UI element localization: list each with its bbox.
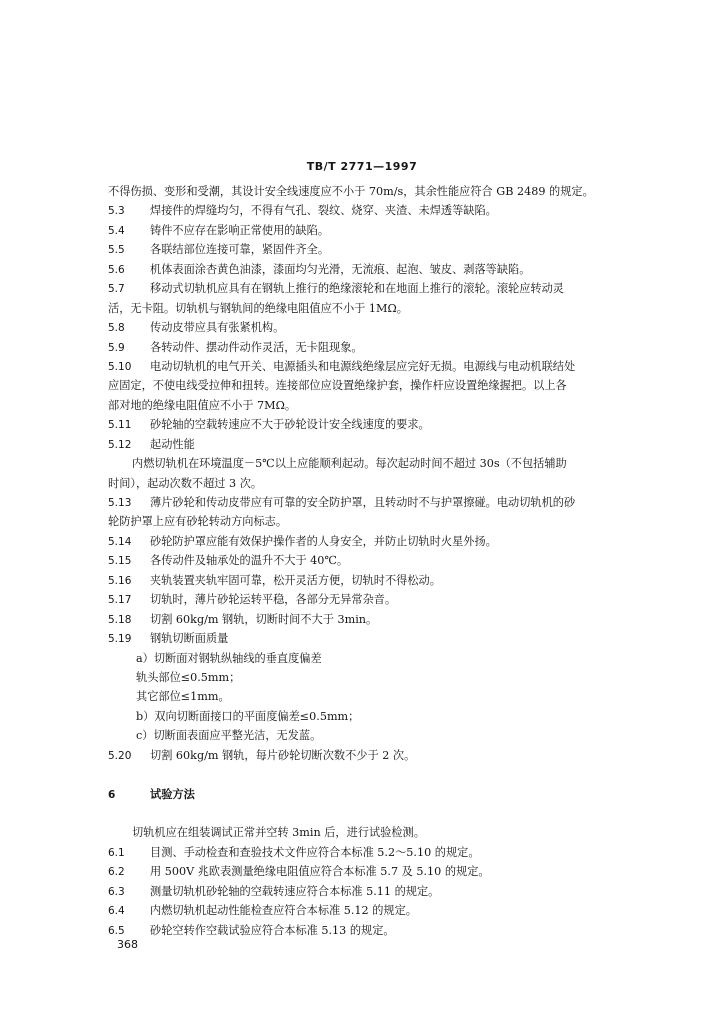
clause-text: 移动式切轨机应具有在钢轨上推行的绝缘滚轮和在地面上推行的滚轮。滚轮应转动灵 <box>150 282 564 296</box>
text-line <box>108 279 624 298</box>
clause-text: 切割 60kg/m 钢轨，每片砂轮切断次数不少于 2 次。 <box>150 748 416 762</box>
text-line <box>108 338 624 357</box>
text-line <box>108 668 624 687</box>
text-line <box>108 882 624 901</box>
clause-text: 切轨机应在组装调试正常并空转 3min 后，进行试验检测。 <box>132 826 425 840</box>
clause-text: 其它部位≤1mm。 <box>136 690 230 704</box>
clause-text: 电动切轨机的电气开关、电源插头和电源线绝缘层应完好无损。电源线与电动机联结处 <box>150 359 576 373</box>
text-line <box>108 221 624 240</box>
clause-text: 机体表面涂杏黄色油漆，漆面均匀光滑，无流痕、起泡、皱皮、剥落等缺陷。 <box>150 262 531 276</box>
text-line <box>108 707 624 726</box>
page-number: 368 <box>117 938 138 951</box>
text-line <box>108 435 624 454</box>
clause-text: 部对地的绝缘电阻值应不小于 7MΩ。 <box>108 398 297 412</box>
clause-number: 5.6 <box>108 263 125 276</box>
clause-text: 砂轮空转作空载试验应符合本标准 5.13 的规定。 <box>150 923 395 937</box>
text-line <box>108 687 624 706</box>
text-line <box>108 454 624 473</box>
clause-number: 6.1 <box>108 846 125 859</box>
clause-number: 6.4 <box>108 905 125 918</box>
blank-line <box>108 804 624 823</box>
text-line <box>108 726 624 745</box>
clause-text: 各传动件及轴承处的温升不大于 40℃。 <box>150 554 349 568</box>
clause-number: 5.8 <box>108 322 125 335</box>
clause-number: 5.4 <box>108 224 125 237</box>
clause-text: 轨头部位≤0.5mm； <box>136 670 241 684</box>
text-line <box>108 201 624 220</box>
clause-text: 切割 60kg/m 钢轨，切断时间不大于 3min。 <box>150 612 378 626</box>
text-line <box>108 318 624 337</box>
clause-number: 5.20 <box>108 749 132 762</box>
clause-number: 6 <box>108 788 116 801</box>
text-line <box>108 532 624 551</box>
text-line <box>108 182 624 201</box>
clause-number: 6.5 <box>108 924 125 937</box>
text-line <box>108 590 624 609</box>
clause-number: 5.7 <box>108 283 125 296</box>
clause-text: 用 500V 兆欧表测量绝缘电阻值应符合本标准 5.7 及 5.10 的规定。 <box>150 865 490 879</box>
text-line <box>108 610 624 629</box>
clause-text: 应固定，不使电线受拉伸和扭转。连接部位应设置绝缘护套，操作杆应设置绝缘握把。以上各 <box>108 379 567 393</box>
clause-number: 5.3 <box>108 205 125 218</box>
text-line <box>108 862 624 881</box>
clause-text: 内燃切轨机起动性能检查应符合本标准 5.12 的规定。 <box>150 904 417 918</box>
clause-number: 5.18 <box>108 613 132 626</box>
clause-text: 测量切轨机砂轮轴的空载转速应符合本标准 5.11 的规定。 <box>150 884 440 898</box>
text-line <box>108 415 624 434</box>
text-line <box>108 512 624 531</box>
text-line <box>108 571 624 590</box>
text-line <box>108 843 624 862</box>
text-line <box>108 376 624 395</box>
text-line <box>108 551 624 570</box>
clause-text: a）切断面对钢轨纵轴线的垂直度偏差 <box>136 651 322 665</box>
clause-text: 各转动件、摆动件动作灵活，无卡阻现象。 <box>150 340 363 354</box>
document-body <box>108 182 624 940</box>
clause-text: 活，无卡阻。切轨机与钢轨间的绝缘电阻值应不小于 1MΩ。 <box>108 301 408 315</box>
clause-number: 5.17 <box>108 594 132 607</box>
clause-text: 砂轮轴的空载转速应不大于砂轮设计安全线速度的要求。 <box>150 418 430 432</box>
clause-number: 5.12 <box>108 438 132 451</box>
clause-text: 轮防护罩上应有砂轮转动方向标志。 <box>108 515 288 529</box>
clause-text: 不得伤损、变形和受潮，其设计安全线速度应不小于 70m/s，其余性能应符合 GB 2489 的规定。 <box>108 185 594 198</box>
clause-text: 传动皮带应具有张紧机构。 <box>150 321 285 335</box>
clause-text: 砂轮防护罩应能有效保护操作者的人身安全，并防止切轨时火星外扬。 <box>150 534 497 548</box>
clause-number: 6.2 <box>108 866 125 879</box>
clause-text: 切轨时，薄片砂轮运转平稳，各部分无异常杂音。 <box>150 593 397 607</box>
text-line <box>108 474 624 493</box>
text-line <box>108 260 624 279</box>
section-heading <box>108 785 624 804</box>
clause-number: 5.11 <box>108 419 132 432</box>
clause-text: 试验方法 <box>150 786 195 801</box>
text-line <box>108 396 624 415</box>
clause-number: 5.5 <box>108 244 125 257</box>
clause-text: c）切断面表面应平整光洁，无发蓝。 <box>136 729 322 743</box>
standard-header: TB/T 2771—1997 <box>306 160 418 173</box>
text-line <box>108 629 624 648</box>
clause-number: 5.19 <box>108 633 132 646</box>
blank-line <box>108 765 624 784</box>
clause-number: 5.15 <box>108 555 132 568</box>
clause-text: 时间），起动次数不超过 3 次。 <box>108 476 263 490</box>
text-line <box>108 921 624 940</box>
text-line <box>108 649 624 668</box>
clause-text: 焊接件的焊缝均匀，不得有气孔、裂纹、烧穿、夹渣、未焊透等缺陷。 <box>150 204 497 218</box>
clause-number: 6.3 <box>108 885 125 898</box>
clause-number: 5.14 <box>108 535 132 548</box>
clause-text: 夹轨装置夹轨牢固可靠，松开灵活方便，切轨时不得松动。 <box>150 573 441 587</box>
clause-text: 各联结部位连接可靠，紧固件齐全。 <box>150 243 330 257</box>
clause-number: 5.16 <box>108 574 132 587</box>
text-line <box>108 493 624 512</box>
clause-text: 目测、手动检查和查验技术文件应符合本标准 5.2～5.10 的规定。 <box>150 845 480 859</box>
clause-number: 5.10 <box>108 360 132 373</box>
text-line <box>108 357 624 376</box>
text-line <box>108 746 624 765</box>
clause-text: 铸件不应存在影响正常使用的缺陷。 <box>150 223 330 237</box>
clause-text: 钢轨切断面质量 <box>150 632 229 646</box>
text-line <box>108 240 624 259</box>
text-line <box>108 299 624 318</box>
clause-number: 5.9 <box>108 341 125 354</box>
text-line <box>108 901 624 920</box>
clause-number: 5.13 <box>108 497 132 509</box>
clause-text: 薄片砂轮和传动皮带应有可靠的安全防护罩，且转动时不与护罩擦碰。电动切轨机的砂 <box>150 496 576 509</box>
clause-text: b）双向切断面接口的平面度偏差≤0.5mm； <box>136 709 360 723</box>
clause-text: 起动性能 <box>150 437 195 451</box>
clause-text: 内燃切轨机在环境温度－5℃以上应能顺利起动。每次起动时间不超过 30s（不包括辅助 <box>132 457 567 471</box>
text-line <box>108 823 624 842</box>
